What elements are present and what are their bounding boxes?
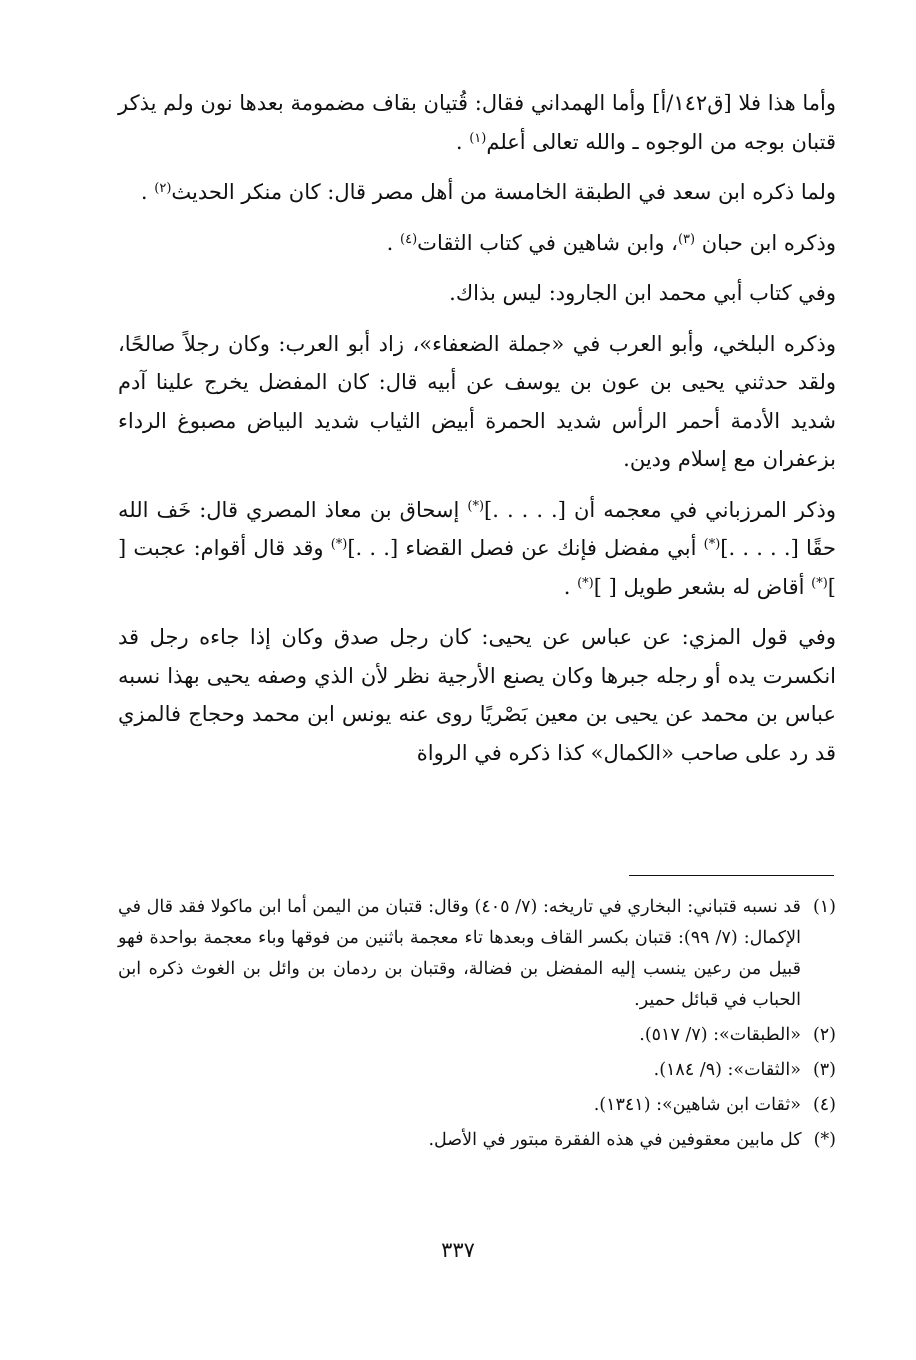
text-run: أبي مفضل فإنك عن فصل القضاء [. . .] [347,536,704,560]
paragraph-2 [118,173,836,212]
text-run: وأما هذا فلا [ق١٤٢/أ] وأما الهمداني فقال: قُتيان بقاف مضمومة بعدها نون ولم يذكر قتبان بوجه من الوجوه ـ والله تعالى أعلم [118,91,837,154]
text-run: . [455,129,470,154]
text-run: وفي قول المزي: عن عباس عن يحيى: كان رجل صدق وكان إذا جاءه رجل قد انكسرت يده أو رجله جبرها وكان يصنع الأرجية نظر لأن الذي وصفه يحيى بهذا نسبه عباس بن محمد عن يحيى بن معين بَصْريًا روى عنه يونس ابن محمد وحجاج فالمزي قد رد على صاحب «الكمال» كذا ذكره في الرواة [118,625,836,765]
text-run: . [563,574,578,599]
footnote-ref[interactable]: (*) [467,498,485,514]
text-run: ، وابن شاهين في كتاب الثقات [417,230,678,255]
text-run: إسحاق بن معاذ المصري قال: خَف الله حقًا [. . . . .] [118,497,836,560]
footnote-ref[interactable]: (*) [811,575,828,591]
footnote-ref[interactable]: (٤) [400,231,418,247]
text-run: . [140,180,155,204]
paragraph-7 [118,618,836,772]
footnote-ref[interactable]: (٢) [154,181,172,196]
paragraph-3 [118,224,836,263]
text-run: وفي كتاب أبي محمد ابن الجارود: ليس بذاك. [449,281,836,305]
text-run: وذكره ابن حبان [695,230,836,255]
paragraph-4 [118,274,836,313]
text-run: وذكره البلخي، وأبو العرب في «جملة الضعفاء»، زاد أبو العرب: وكان رجلاً صالحًا، ولقد حدثني يحيى بن عون بن يوسف عن أبيه قال: كان المفضل يخرج علينا آدم شديد الأدمة أحمر الرأس شديد الحمرة أبيض الثياب شديد البياض مصبوغ الرداء بزعفران مع إسلام ودين. [118,331,836,471]
main-text [118,84,836,784]
footnote-text: «الثقات»: (٩/ ١٨٤). [653,1060,801,1080]
footnote-text: «ثقات ابن شاهين»: (١٣٤١). [593,1095,801,1115]
footnote-4 [118,1090,836,1121]
footnote-ref[interactable]: (*) [577,575,594,591]
footnote-ref[interactable]: (*) [330,537,348,552]
page-number: ٣٣٧ [441,1238,475,1262]
footnote-ref[interactable]: (١) [469,130,487,146]
footnote-mark: (٤) [812,1095,836,1115]
paragraph-1 [118,84,836,161]
footnote-mark: (١) [812,897,836,917]
footnotes [118,892,836,1160]
text-run: . [386,230,401,255]
footnote-mark: (٢) [812,1025,836,1045]
paragraph-5 [118,325,836,479]
footnote-star [118,1125,836,1156]
footnote-1 [118,892,836,1016]
paragraph-6 [118,491,836,607]
footnote-text: قد نسبه قتباني: البخاري في تاريخه: (٧/ ٤٠٥) وقال: قتبان من اليمن أما ابن ماكولا فقد قال في الإكمال: (٧/ ٩٩): قتبان بكسر القاف وبعدها تاء معجمة باثنين من فوقها وباء معجمة بواحدة فهو قبيل من رعين ينسب إليه المفضل بن فضالة، وقتبان بن ردمان بن وائل بن الغوث ذكره ابن الحباب في قبائل حمير. [118,897,801,1010]
footnote-separator [629,875,834,876]
footnote-2 [118,1020,836,1051]
text-run: وقد قال أقوام: عجبت [ ] [118,536,836,599]
footnote-mark: (*) [813,1130,836,1150]
footnote-text: كل مابين معقوفين في هذه الفقرة مبتور في الأصل. [428,1130,802,1150]
footnote-mark: (٣) [812,1060,836,1080]
text-run: وذكر المرزباني في معجمه أن [. . . . .] [484,497,836,522]
footnote-ref[interactable]: (*) [703,537,721,552]
text-run: أقاض له بشعر طويل [ ] [593,574,812,599]
footnote-ref[interactable]: (٣) [677,231,696,247]
text-run: ولما ذكره ابن سعد في الطبقة الخامسة من أهل مصر قال: كان منكر الحديث [171,180,836,204]
footnote-text: «الطبقات»: (٧/ ٥١٧). [639,1025,801,1045]
footnote-3 [118,1055,836,1086]
